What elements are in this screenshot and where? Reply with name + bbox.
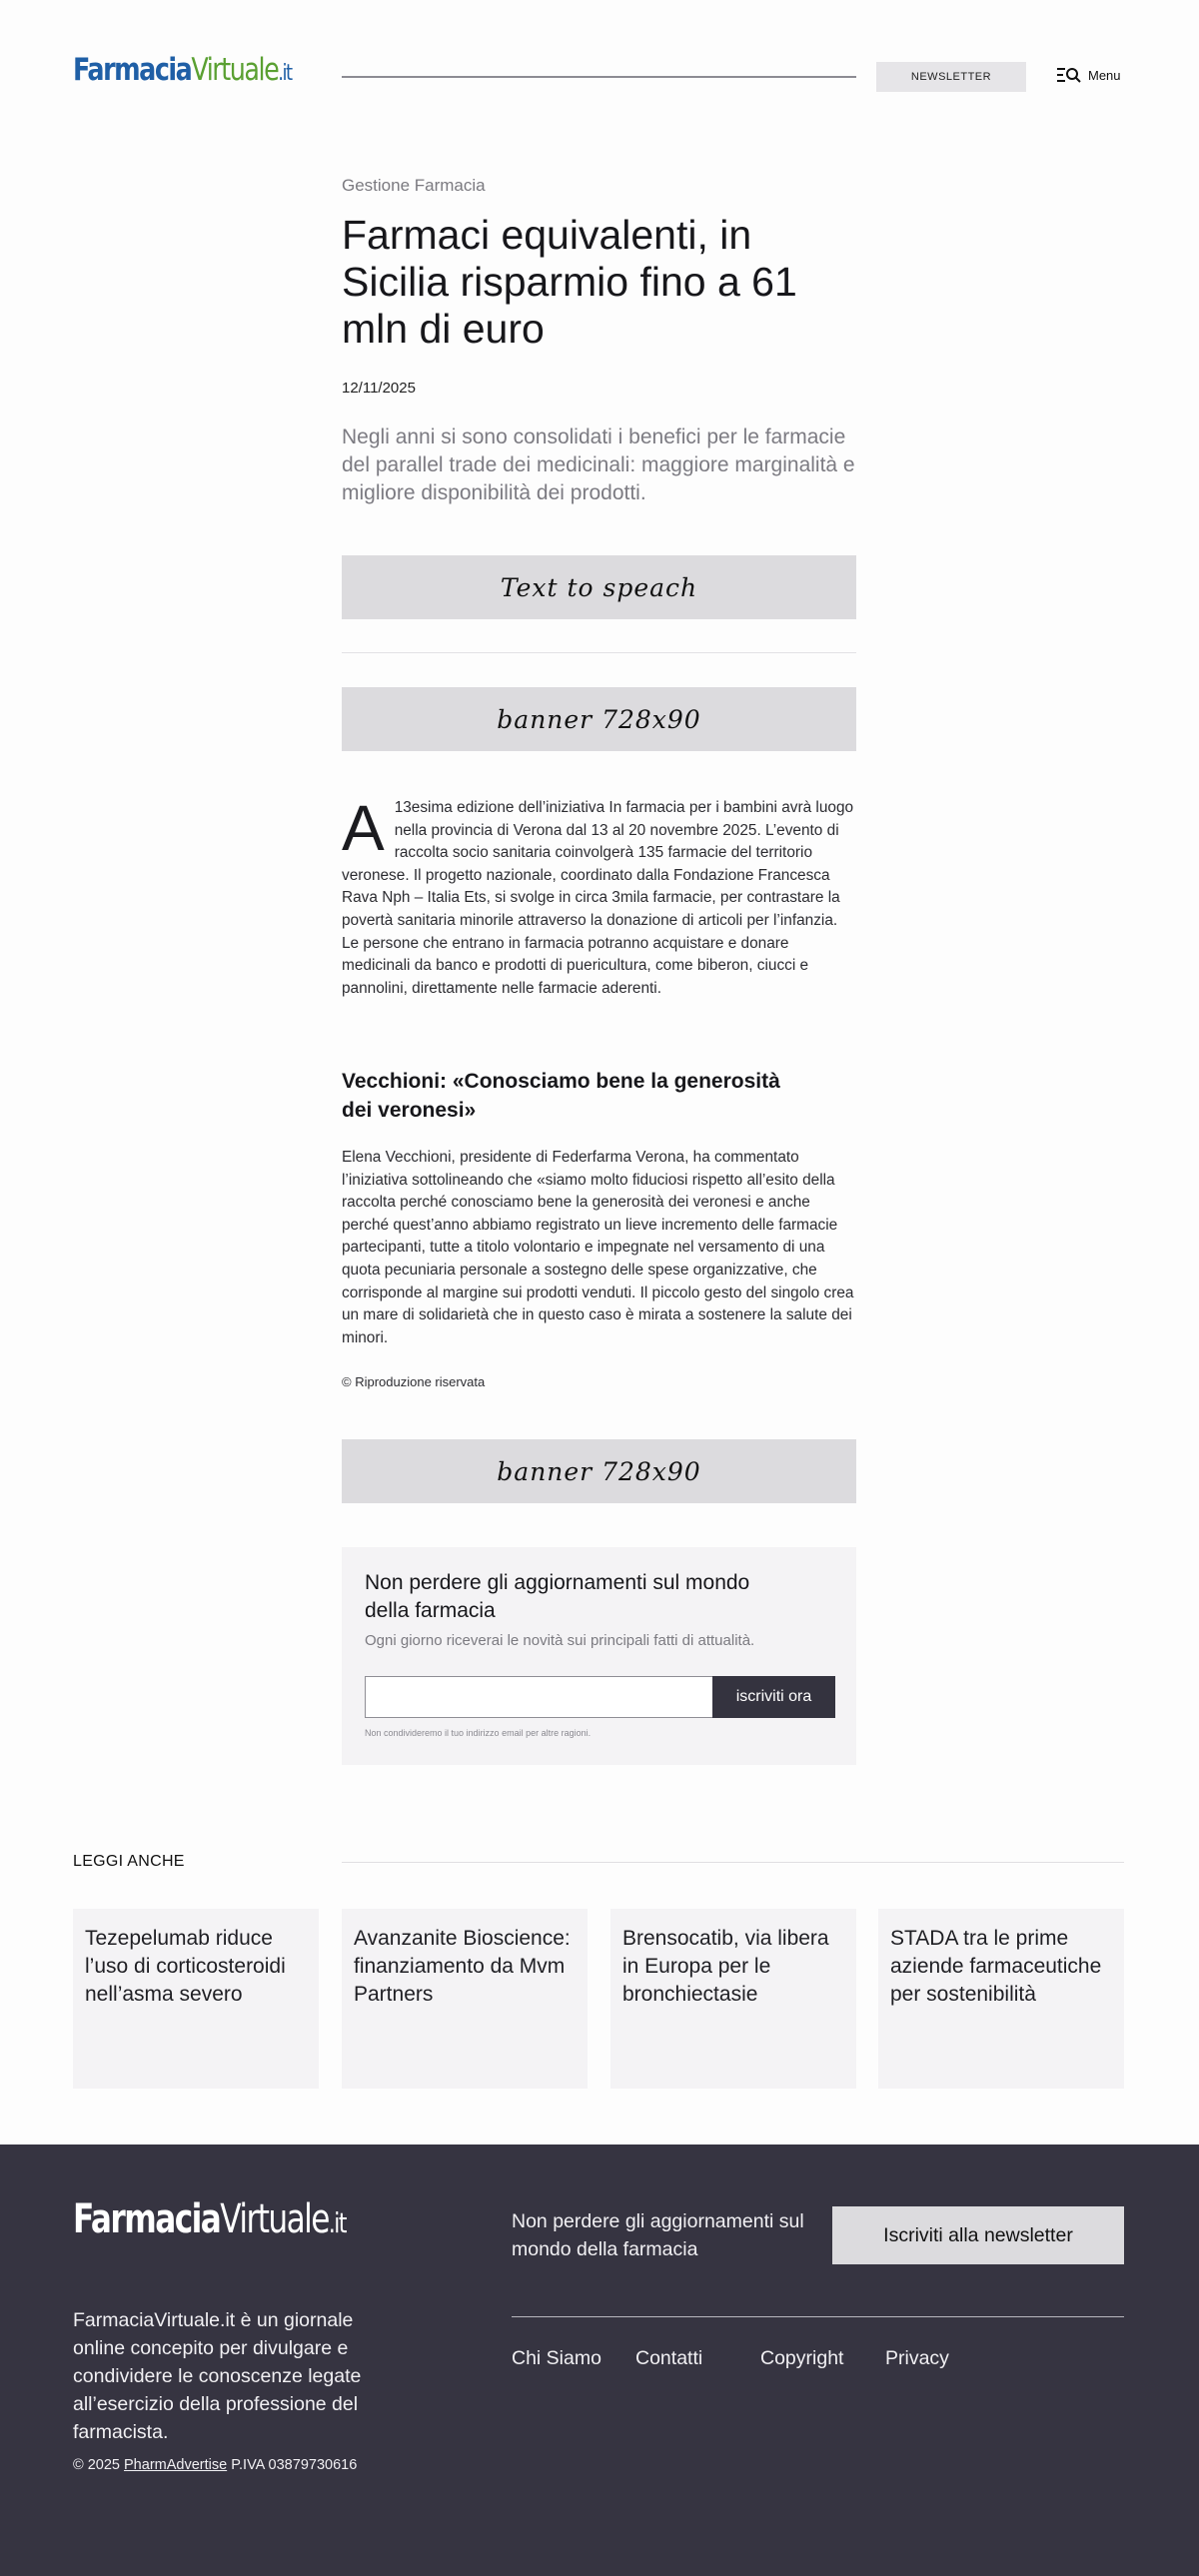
article-category[interactable]: Gestione Farmacia	[342, 176, 486, 195]
newsletter-signup-box	[342, 1547, 856, 1765]
article-date: 12/11/2025	[342, 380, 416, 397]
read-also-heading: LEGGI ANCHE	[73, 1853, 185, 1870]
newsletter-box-title: Non perdere gli aggiornamenti sul mondo della farmacia	[365, 1571, 750, 1622]
paragraph-1-text: 13esima edizione dell’iniziativa In farmacia per i bambini avrà luogo nella provincia di Verona dal 13 al 20 novembre 2025. L’evento di raccolta socio sanitaria coinvolgerà 135 farmacie del territorio veronese. Il progetto nazionale, coordinato dalla Fondazione Francesca Rava Nph – Italia Ets, si svolge in circa 3mila farmacie, per contrastare la povertà sanitaria minorile attraverso la donazione di articoli per l’infanzia. Le persone che entrano in farmacia potranno acquistare e donare medicinali da banco e prodotti di puericultura, come biberon, ciucci e pannolini, direttamente nelle farmacie aderenti.	[342, 799, 854, 997]
footer-logo[interactable]: FarmaciaVirtuale.it	[73, 2196, 346, 2242]
read-also-divider	[342, 1862, 1124, 1863]
related-article-card[interactable]	[878, 1909, 1124, 2089]
article-divider	[342, 652, 856, 653]
footer-about-text: FarmaciaVirtuale.it è un giornale online concepito per divulgare e condividere le conoscenze legate all’esercizio della professione del farmacista.	[73, 2309, 362, 2443]
footer-link-chi-siamo[interactable]: Chi Siamo	[512, 2347, 601, 2369]
site-logo[interactable]: FarmaciaVirtuale.it	[73, 52, 292, 88]
newsletter-submit-button[interactable]: iscriviti ora	[712, 1676, 835, 1718]
article-lead: Negli anni si sono consolidati i benefici per le farmacie del parallel trade dei medicinali: maggiore marginalità e migliore disponibilità dei prodotti.	[342, 426, 855, 504]
publisher-link[interactable]: PharmAdvertise	[124, 2457, 228, 2473]
related-article-title: Avanzanite Bioscience: finanziamento da Mvm Partners	[354, 1927, 571, 2006]
article-paragraph-1	[342, 792, 856, 1000]
newsletter-privacy-note: Non condivideremo il tuo indirizzo email per altre ragioni.	[365, 1728, 592, 1738]
reproduction-notice: © Riproduzione riservata	[342, 1374, 486, 1389]
site-footer	[0, 2145, 1199, 2576]
footer-newsletter-text: Non perdere gli aggiornamenti sul mondo della farmacia	[512, 2210, 804, 2260]
related-article-title: Brensocatib, via libera in Europa per le bronchiectasie	[622, 1927, 829, 2006]
newsletter-button[interactable]: NEWSLETTER	[876, 62, 1026, 92]
newsletter-box-subtitle: Ogni giorno riceverai le novità sui principali fatti di attualità.	[365, 1632, 755, 1649]
related-article-title: STADA tra le prime aziende farmaceutiche per sostenibilità	[890, 1927, 1102, 2006]
footer-link-privacy[interactable]: Privacy	[885, 2347, 949, 2369]
menu-label: Menu	[1088, 67, 1121, 83]
site-header	[0, 0, 1199, 150]
menu-button[interactable]	[1056, 66, 1121, 84]
newsletter-email-input[interactable]	[365, 1676, 714, 1718]
footer-link-contatti[interactable]: Contatti	[635, 2347, 703, 2369]
footer-link-copyright[interactable]: Copyright	[760, 2347, 844, 2369]
text-to-speech-player[interactable]: Text to speach	[342, 555, 856, 619]
article-paragraph-2: Elena Vecchioni, presidente di Federfarma Verona, ha commentato l’iniziativa sottolineando che «siamo molto fiduciosi rispetto all’esito della raccolta perché conosciamo bene la generosità dei veronesi e anche perché quest’anno abbiamo registrato un lieve incremento delle farmacie partecipanti, tutte a titolo volontario e impegnate nel versamento di una quota pecuniaria personale a sostegno delle spese organizzative, che corrisponde al margine sui prodotti venduti. Il piccolo gesto del singolo crea un mare di solidarietà che in questo caso è mirata a sostenere la salute dei minori.	[342, 1149, 854, 1346]
header-divider	[342, 76, 856, 78]
footer-newsletter-button[interactable]: Iscriviti alla newsletter	[832, 2206, 1124, 2264]
banner-ad-bottom: banner 728x90	[342, 1439, 856, 1503]
related-article-card[interactable]	[342, 1909, 588, 2089]
article-title: Farmaci equivalenti, in Sicilia risparmio fino a 61 mln di euro	[342, 212, 797, 352]
article-subheading: Vecchioni: «Conosciamo bene la generosità dei veronesi»	[342, 1070, 780, 1122]
banner-ad-top: banner 728x90	[342, 687, 856, 751]
footer-copyright: © 2025 PharmAdvertise P.IVA 03879730616	[73, 2457, 358, 2473]
footer-divider	[512, 2316, 1124, 2317]
drop-cap: A	[342, 792, 385, 864]
related-article-title: Tezepelumab riduce l’uso di corticosteroidi nell’asma severo	[85, 1927, 286, 2006]
menu-search-icon	[1056, 66, 1082, 84]
related-article-card[interactable]	[73, 1909, 319, 2089]
related-article-card[interactable]	[610, 1909, 856, 2089]
